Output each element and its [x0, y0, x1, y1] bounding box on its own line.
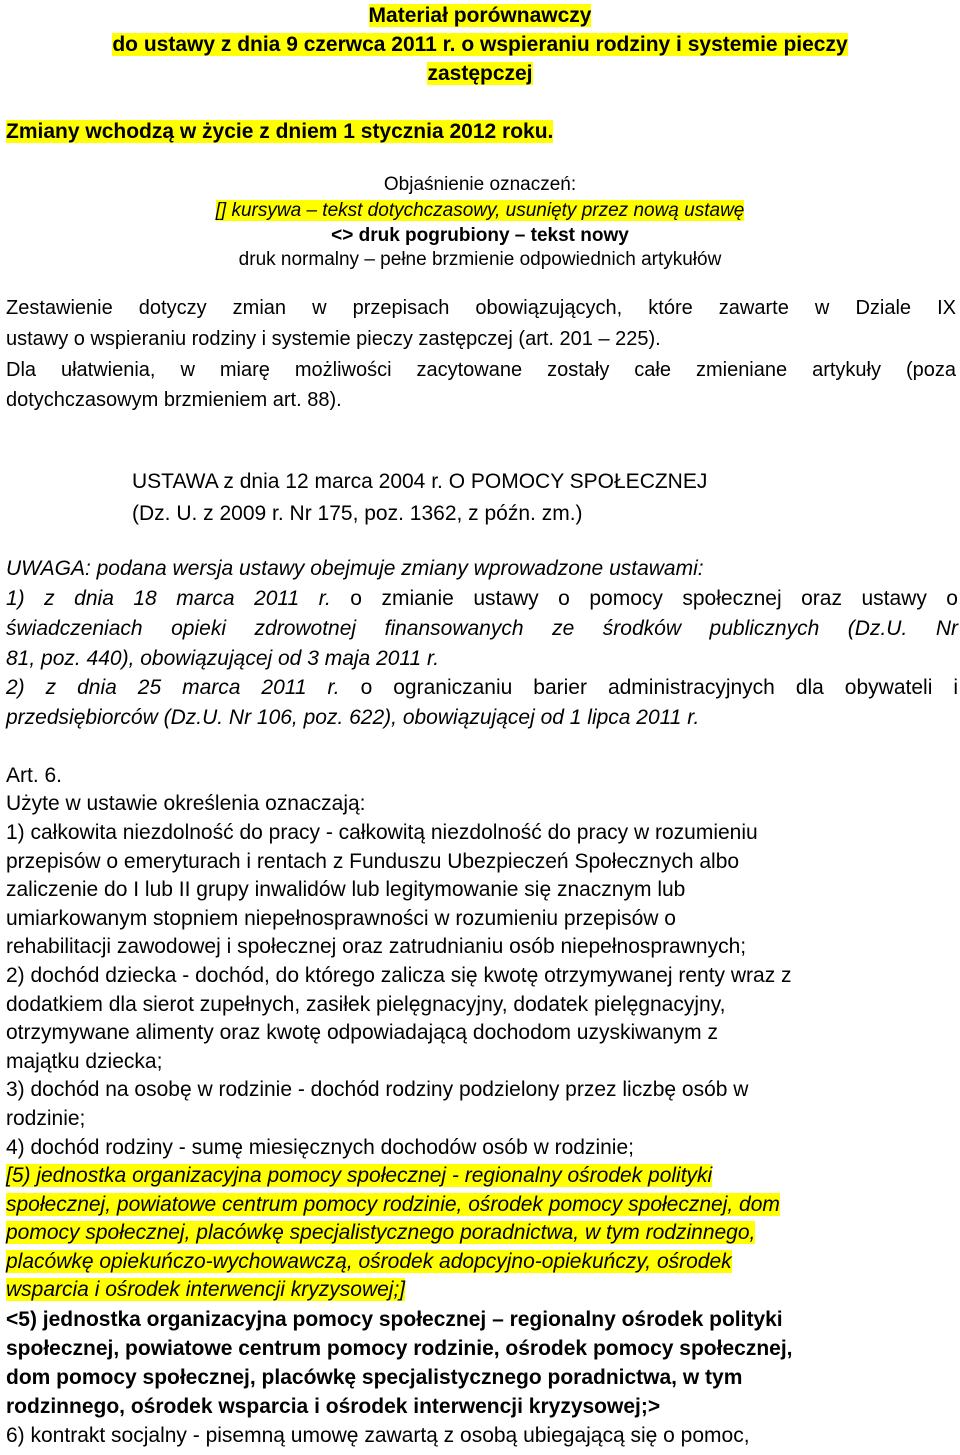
act-reference: (Dz. U. z 2009 r. Nr 175, poz. 1362, z późn. zm.) [132, 502, 583, 525]
article-item-3-line: 3) dochód na osobę w rodzinie - dochód rodziny podzielony przez liczbę osób w [6, 1078, 749, 1101]
article-item-6-line: 6) kontrakt socjalny - pisemną umowę zawartą z osobą ubiegającą się o pomoc, [6, 1424, 750, 1447]
article-item-1-line: przepisów o emeryturach i rentach z Funduszu Ubezpieczeń Społecznych albo [6, 850, 740, 873]
article-item-4-line: 4) dochód rodziny - sumę miesięcznych dochodów osób w rodzinie; [6, 1136, 634, 1159]
article-item-2-line: 2) dochód dziecka - dochód, do którego zalicza się kwotę otrzymywanej renty wraz z [6, 964, 792, 987]
article-heading: Art. 6. [6, 764, 63, 787]
note-line-3: świadczeniach opieki zdrowotnej finansowanych ze środków publicznych (Dz.U. Nr [6, 617, 958, 640]
legend-normal: druk normalny – pełne brzmienie odpowiednich artykułów [238, 249, 722, 270]
legend-added: <> druk pogrubiony – tekst nowy [331, 225, 629, 246]
article-item-3-line: rodzinie; [6, 1107, 86, 1130]
legend-removed: [] kursywa – tekst dotychczasowy, usunięty przez nową ustawę [215, 200, 745, 221]
intro-line-3: Dla ułatwienia, w miarę możliwości zacytowane zostały całe zmieniane artykuły (poza [6, 359, 956, 381]
doc-subtitle-cont: zastępczej [427, 62, 533, 85]
note-line-1: UWAGA: podana wersja ustawy obejmuje zmiany wprowadzone ustawami: [6, 557, 704, 580]
intro-line-2: ustawy o wspieraniu rodziny i systemie pieczy zastępczej (art. 201 – 225). [6, 328, 661, 350]
article-item-1-line: rehabilitacji zawodowej i społecznej oraz zatrudnianiu osób niepełnosprawnych; [6, 935, 747, 958]
article-item-1-line: umiarkowanym stopniem niepełnosprawności w rozumieniu przepisów o [6, 907, 676, 930]
article-item-1-line: zaliczenie do I lub II grupy inwalidów lub legitymowanie się znacznym lub [6, 878, 686, 901]
note-line-6: przedsiębiorców (Dz.U. Nr 106, poz. 622), obowiązującej od 1 lipca 2011 r. [6, 706, 700, 729]
article-item-5-new-line: <5) jednostka organizacyjna pomocy społecznej – regionalny ośrodek polityki [6, 1308, 783, 1331]
intro-line-1: Zestawienie dotyczy zmian w przepisach obowiązujących, które zawarte w Dziale IX [6, 297, 956, 319]
article-item-5-old-line: placówkę opiekuńczo-wychowawczą, ośrodek adopcyjno-opiekuńczy, ośrodek [6, 1250, 732, 1273]
intro-line-4: dotychczasowym brzmieniem art. 88). [6, 389, 342, 411]
article-lead: Użyte w ustawie określenia oznaczają: [6, 792, 366, 815]
article-item-2-line: majątku dziecka; [6, 1050, 163, 1073]
article-item-5-old-line: pomocy społecznej, placówkę specjalistycznego poradnictwa, w tym rodzinnego, [6, 1221, 756, 1244]
act-title: USTAWA z dnia 12 marca 2004 r. O POMOCY SPOŁECZNEJ [132, 470, 708, 493]
note-line-4: 81, poz. 440), obowiązującej od 3 maja 2011 r. [6, 647, 440, 670]
article-item-2-line: otrzymywane alimenty oraz kwotę odpowiadającą dochodom uzyskiwanym z [6, 1021, 718, 1044]
article-item-5-old-line: [5) jednostka organizacyjna pomocy społecznej - regionalny ośrodek polityki [6, 1164, 713, 1187]
doc-title: Materiał porównawczy [368, 4, 592, 27]
article-item-5-old-line: wsparcia i ośrodek interwencji kryzysowej;] [6, 1278, 406, 1301]
article-item-5-new-line: dom pomocy społecznej, placówkę specjalistycznego poradnictwa, w tym [6, 1366, 743, 1389]
legend-heading: Objaśnienie oznaczeń: [383, 174, 577, 195]
effective-date: Zmiany wchodzą w życie z dniem 1 stycznia 2012 roku. [6, 120, 554, 143]
article-item-5-new-line: społecznej, powiatowe centrum pomocy rodzinie, ośrodek pomocy społecznej, [6, 1337, 793, 1360]
article-item-5-old-line: społecznej, powiatowe centrum pomocy rodzinie, ośrodek pomocy społecznej, dom [6, 1193, 780, 1216]
article-item-5-new-line: rodzinnego, ośrodek wsparcia i ośrodek interwencji kryzysowej;> [6, 1395, 661, 1418]
doc-subtitle: do ustawy z dnia 9 czerwca 2011 r. o wspieraniu rodziny i systemie pieczy [112, 33, 848, 56]
article-item-2-line: dodatkiem dla sierot zupełnych, zasiłek pielęgnacyjny, dodatek pielęgnacyjny, [6, 993, 726, 1016]
article-item-1-line: 1) całkowita niezdolność do pracy - całkowitą niezdolność do pracy w rozumieniu [6, 821, 758, 844]
note-line-5: 2) z dnia 25 marca 2011 r. o ograniczaniu barier administracyjnych dla obywateli i [6, 676, 958, 699]
note-line-2: 1) z dnia 18 marca 2011 r. o zmianie ustawy o pomocy społecznej oraz ustawy o [6, 587, 958, 610]
